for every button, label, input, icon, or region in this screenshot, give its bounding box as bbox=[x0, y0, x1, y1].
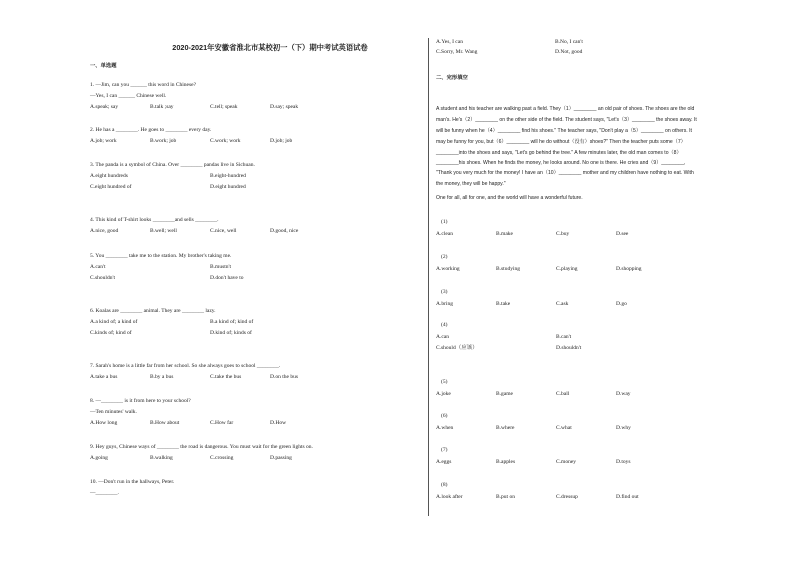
cloze-item-3-option: A.bring bbox=[436, 301, 453, 307]
column-divider bbox=[428, 38, 429, 516]
cloze-item-4-option: A.can bbox=[436, 334, 449, 340]
question-3-option: B.eight-hundred bbox=[210, 173, 246, 179]
cloze-item-7-number: (7) bbox=[441, 447, 448, 453]
question-1-text: 1. —Jim, can you ______ this word in Chinese? bbox=[90, 82, 197, 88]
cloze-passage-line: A student and his teacher are walking past a field. They（1）________ an old pair of shoes. The shoes are the old bbox=[436, 106, 695, 112]
question-10-option: C.Sorry, Mr. Wang bbox=[436, 49, 478, 55]
question-4-text: 4. This kind of T-shirt looks ________and sells ________. bbox=[90, 217, 219, 223]
question-10-text: —________. bbox=[90, 490, 119, 496]
cloze-passage-line: ________his shoes. When he finds the money, he looks around. No one is there. He cries and（9）________, bbox=[436, 160, 686, 166]
cloze-item-1-option: C.buy bbox=[556, 231, 570, 237]
page-title: 2020-2021年安徽省淮北市某校初一（下）期中考试英语试卷 bbox=[172, 43, 368, 52]
cloze-item-1-option: A.clean bbox=[436, 231, 453, 237]
cloze-passage-line: One for all, all for one, and the world will have a wonderful future. bbox=[436, 195, 583, 201]
cloze-item-5-option: C.ball bbox=[556, 391, 570, 397]
cloze-item-4-option: C.should（应该） bbox=[436, 345, 478, 351]
cloze-item-1-option: B.make bbox=[496, 231, 513, 237]
cloze-item-3-option: B.take bbox=[496, 301, 511, 307]
question-3-option: C.eight hundred of bbox=[90, 184, 132, 190]
cloze-passage-line: man's. He's（2）________ on the other side of the field. The student says, "Let's（3）________ the shoes away. It bbox=[436, 117, 697, 123]
question-3-option: A.eight hundreds bbox=[90, 173, 128, 179]
cloze-item-2-number: (2) bbox=[441, 254, 448, 260]
question-1-option: D.say; speak bbox=[270, 104, 299, 110]
question-8-text: —Ten minutes' walk. bbox=[90, 409, 137, 415]
question-7-option: C.take the bus bbox=[210, 374, 242, 380]
question-9-option: B.walking bbox=[150, 455, 173, 461]
question-5-option: A.can't bbox=[90, 264, 106, 270]
question-5-option: B.mustn't bbox=[210, 264, 232, 270]
question-2-text: 2. He has a ________. He goes to ________ every day. bbox=[90, 127, 212, 133]
cloze-item-1-option: D.see bbox=[616, 231, 629, 237]
cloze-item-8-option: D.find out bbox=[616, 494, 639, 500]
question-2-option: D.job; job bbox=[270, 138, 293, 144]
question-5-option: D.don't have to bbox=[210, 275, 244, 281]
question-3-option: D.eight hundred bbox=[210, 184, 246, 190]
cloze-item-7-option: C.money bbox=[556, 459, 577, 465]
question-6-option: D.kind of; kinds of bbox=[210, 330, 252, 336]
cloze-item-3-number: (3) bbox=[441, 289, 448, 295]
cloze-item-8-number: (8) bbox=[441, 482, 448, 488]
cloze-item-6-number: (6) bbox=[441, 413, 448, 419]
question-1-option: A.speak; say bbox=[90, 104, 119, 110]
cloze-item-1-number: (1) bbox=[441, 219, 448, 225]
question-6-option: C.kinds of; kind of bbox=[90, 330, 132, 336]
question-9-option: A.going bbox=[90, 455, 108, 461]
question-4-option: A.nice, good bbox=[90, 228, 119, 234]
question-3-text: 3. The panda is a symbol of China. Over ________ pandas live in Sichuan. bbox=[90, 162, 255, 168]
question-8-option: D.How bbox=[270, 420, 287, 426]
cloze-item-2-option: A.working bbox=[436, 266, 460, 272]
question-7-option: B.by a bus bbox=[150, 374, 174, 380]
question-5-option: C.shouldn't bbox=[90, 275, 115, 281]
cloze-item-2-option: D.shopping bbox=[616, 266, 642, 272]
cloze-item-6-option: C.what bbox=[556, 425, 572, 431]
cloze-item-5-option: A.joke bbox=[436, 391, 451, 397]
question-5-text: 5. You ________ take me to the station. My brother's taking me. bbox=[90, 253, 232, 259]
cloze-item-3-option: C.ask bbox=[556, 301, 569, 307]
question-2-option: C.work; work bbox=[210, 138, 241, 144]
section-heading-cloze: 二、完形填空 bbox=[436, 75, 468, 81]
cloze-item-2-option: B.studying bbox=[496, 266, 520, 272]
question-7-option: A.take a bus bbox=[90, 374, 118, 380]
question-9-option: D.passing bbox=[270, 455, 292, 461]
question-8-text: 8. —________ is it from here to your school? bbox=[90, 398, 191, 404]
question-2-option: B.work; job bbox=[150, 138, 177, 144]
cloze-item-8-option: C.dressup bbox=[556, 494, 578, 500]
question-4-option: C.nice, well bbox=[210, 228, 237, 234]
cloze-item-6-option: D.why bbox=[616, 425, 631, 431]
cloze-item-7-option: A.eggs bbox=[436, 459, 452, 465]
cloze-item-3-option: D.go bbox=[616, 301, 627, 307]
cloze-item-7-option: B.apples bbox=[496, 459, 516, 465]
cloze-item-6-option: A.when bbox=[436, 425, 454, 431]
question-9-option: C.crossing bbox=[210, 455, 234, 461]
question-6-option: B.a kind of; kind of bbox=[210, 319, 254, 325]
question-4-option: B.well; well bbox=[150, 228, 177, 234]
question-1-option: C.tell; speak bbox=[210, 104, 238, 110]
question-10-option: B.No, I can't bbox=[555, 39, 583, 45]
question-10-text: 10. —Don't run in the hallways, Peter. bbox=[90, 479, 175, 485]
cloze-item-4-number: (4) bbox=[441, 322, 448, 328]
question-6-option: A.a kind of; a kind of bbox=[90, 319, 138, 325]
question-8-option: A.How long bbox=[90, 420, 118, 426]
question-10-option: D.Not, good bbox=[555, 49, 583, 55]
question-1-text: —Yes, I can ______ Chinese well. bbox=[90, 93, 167, 99]
question-4-option: D.good, nice bbox=[270, 228, 299, 234]
cloze-item-6-option: B.where bbox=[496, 425, 515, 431]
cloze-passage-line: the money, they will be happy." bbox=[436, 181, 506, 187]
cloze-passage-line: will be funny when he（4）________ find his shoes." The teacher says, "Don't play a（5）________ on others. It bbox=[436, 128, 692, 134]
question-10-option: A.Yes, I can bbox=[436, 39, 463, 45]
question-8-option: B.How about bbox=[150, 420, 180, 426]
cloze-item-7-option: D.toys bbox=[616, 459, 631, 465]
section-heading-single-choice: 一、单选题 bbox=[90, 63, 117, 69]
cloze-item-5-number: (5) bbox=[441, 379, 448, 385]
cloze-passage-line: ________into the shoes and says, "Let's go behind the tree." A few minutes later, the old man comes to（8） bbox=[436, 150, 682, 156]
cloze-item-4-option: B.can't bbox=[556, 334, 572, 340]
cloze-item-8-option: B.put on bbox=[496, 494, 515, 500]
cloze-passage-line: may be funny for you, but（6）________ will he do without（没有）shoes?" Then the teacher puts some（7） bbox=[436, 139, 686, 145]
question-2-option: A.job; work bbox=[90, 138, 117, 144]
cloze-item-5-option: D.way bbox=[616, 391, 631, 397]
cloze-item-2-option: C.playing bbox=[556, 266, 578, 272]
question-7-option: D.on the bus bbox=[270, 374, 298, 380]
cloze-item-4-option: D.shouldn't bbox=[556, 345, 582, 351]
question-6-text: 6. Koalas are ________ animal. They are ________ lazy. bbox=[90, 308, 216, 314]
question-1-option: B.talk ;say bbox=[150, 104, 174, 110]
question-8-option: C.How far bbox=[210, 420, 234, 426]
cloze-item-8-option: A.look after bbox=[436, 494, 463, 500]
cloze-passage-line: "Thank you very much for the money! I have an（10）________ mother and my children have nothing to eat. With bbox=[436, 170, 694, 176]
cloze-item-5-option: B.game bbox=[496, 391, 513, 397]
question-9-text: 9. Hey guys, Chinese ways of ________ the road is dangerous. You must wait for the green lights on. bbox=[90, 444, 313, 450]
question-7-text: 7. Sarah's home is a little far from her school. So she always goes to school ________. bbox=[90, 363, 281, 369]
